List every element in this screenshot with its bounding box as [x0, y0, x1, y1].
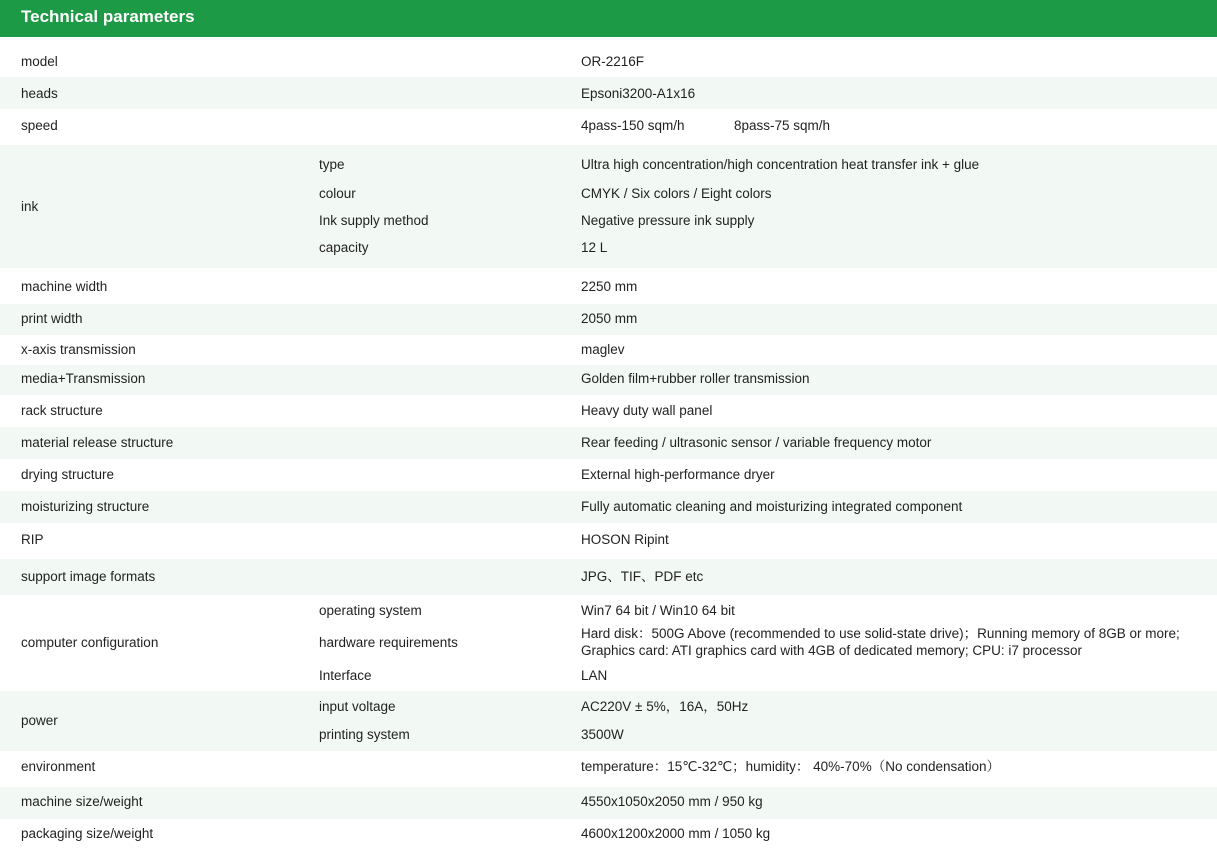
table-row-drying	[0, 459, 1217, 491]
sub-label-voltage: input voltage	[319, 699, 396, 714]
row-label: machine width	[21, 279, 108, 294]
table-row-environment	[0, 751, 1217, 787]
table-row-ink	[0, 145, 1217, 268]
sub-value-supply: Negative pressure ink supply	[581, 213, 755, 228]
row-label: support image formats	[21, 569, 156, 584]
table-row-release	[0, 427, 1217, 459]
sub-value-voltage: AC220V ± 5%，16A，50Hz	[581, 699, 749, 714]
row-label: computer configuration	[21, 635, 159, 650]
row-label: speed	[21, 118, 58, 133]
table-row-x-axis	[0, 335, 1217, 365]
sub-value-hardware-line1: Hard disk：500G Above (recommended to use solid-state drive)；Running memory of 8GB or more;	[581, 626, 1180, 641]
row-value: temperature：15℃-32℃；humidity： 40%-70%（No condensation）	[581, 759, 1001, 774]
table-row-heads	[0, 77, 1217, 109]
table-row-packaging-size	[0, 819, 1217, 848]
row-label: drying structure	[21, 467, 115, 482]
sub-value-hardware-line2: Graphics card: ATI graphics card with 4GB of dedicated memory; CPU: i7 processor	[581, 643, 1082, 658]
sub-value-interface: LAN	[581, 668, 608, 683]
sub-label-os: operating system	[319, 603, 422, 618]
sub-label-type: type	[319, 157, 345, 172]
row-value-8pass: 8pass-75 sqm/h	[734, 118, 831, 133]
row-value: 4600x1200x2000 mm / 1050 kg	[581, 826, 771, 841]
table-row-model	[0, 46, 1217, 77]
row-label: power	[21, 713, 58, 728]
section-title: Technical parameters	[21, 7, 195, 26]
table-row-computer	[0, 595, 1217, 691]
table-row-power	[0, 691, 1217, 751]
table-row-moisturizing	[0, 491, 1217, 523]
row-value: Fully automatic cleaning and moisturizing integrated component	[581, 499, 963, 514]
sub-label-interface: Interface	[319, 668, 372, 683]
row-label: heads	[21, 86, 58, 101]
sub-value-os: Win7 64 bit / Win10 64 bit	[581, 603, 735, 618]
row-label: machine size/weight	[21, 794, 143, 809]
row-label: rack structure	[21, 403, 103, 418]
row-label: x-axis transmission	[21, 342, 136, 357]
sub-value-capacity: 12 L	[581, 240, 608, 255]
table-row-machine-size	[0, 787, 1217, 819]
row-value: 2050 mm	[581, 311, 638, 326]
row-value: Epsoni3200-A1x16	[581, 86, 696, 101]
row-value: 4550x1050x2050 mm / 950 kg	[581, 794, 763, 809]
row-value-4pass: 4pass-150 sqm/h	[581, 118, 685, 133]
row-value: Heavy duty wall panel	[581, 403, 713, 418]
sub-label-hardware: hardware requirements	[319, 635, 458, 650]
sub-label-capacity: capacity	[319, 240, 369, 255]
table-row-media	[0, 365, 1217, 395]
sub-label-supply: Ink supply method	[319, 213, 429, 228]
table-row-rip	[0, 523, 1217, 559]
sub-value-printing: 3500W	[581, 727, 624, 742]
row-value: OR-2216F	[581, 54, 645, 69]
sub-value-colour: CMYK / Six colors / Eight colors	[581, 186, 772, 201]
row-label: environment	[21, 759, 96, 774]
row-label: model	[21, 54, 58, 69]
row-label: print width	[21, 311, 83, 326]
row-label: ink	[21, 199, 39, 214]
row-value: External high-performance dryer	[581, 467, 775, 482]
sub-label-colour: colour	[319, 186, 356, 201]
row-label: packaging size/weight	[21, 826, 154, 841]
table-header-bar	[0, 0, 1217, 37]
row-label: material release structure	[21, 435, 174, 450]
row-value: Rear feeding / ultrasonic sensor / variable frequency motor	[581, 435, 932, 450]
sub-value-type: Ultra high concentration/high concentration heat transfer ink + glue	[581, 157, 980, 172]
table-row-formats	[0, 559, 1217, 595]
sub-label-printing: printing system	[319, 727, 410, 742]
row-value: JPG、TIF、PDF etc	[581, 569, 704, 584]
row-value: HOSON Ripint	[581, 532, 669, 547]
row-value: Golden film+rubber roller transmission	[581, 371, 810, 386]
table-row-machine-width	[0, 268, 1217, 304]
row-label: moisturizing structure	[21, 499, 150, 514]
table-row-print-width	[0, 304, 1217, 335]
table-row-speed	[0, 109, 1217, 145]
row-label: RIP	[21, 532, 44, 547]
table-row-rack	[0, 395, 1217, 427]
row-value: maglev	[581, 342, 625, 357]
row-label: media+Transmission	[21, 371, 146, 386]
row-value: 2250 mm	[581, 279, 638, 294]
